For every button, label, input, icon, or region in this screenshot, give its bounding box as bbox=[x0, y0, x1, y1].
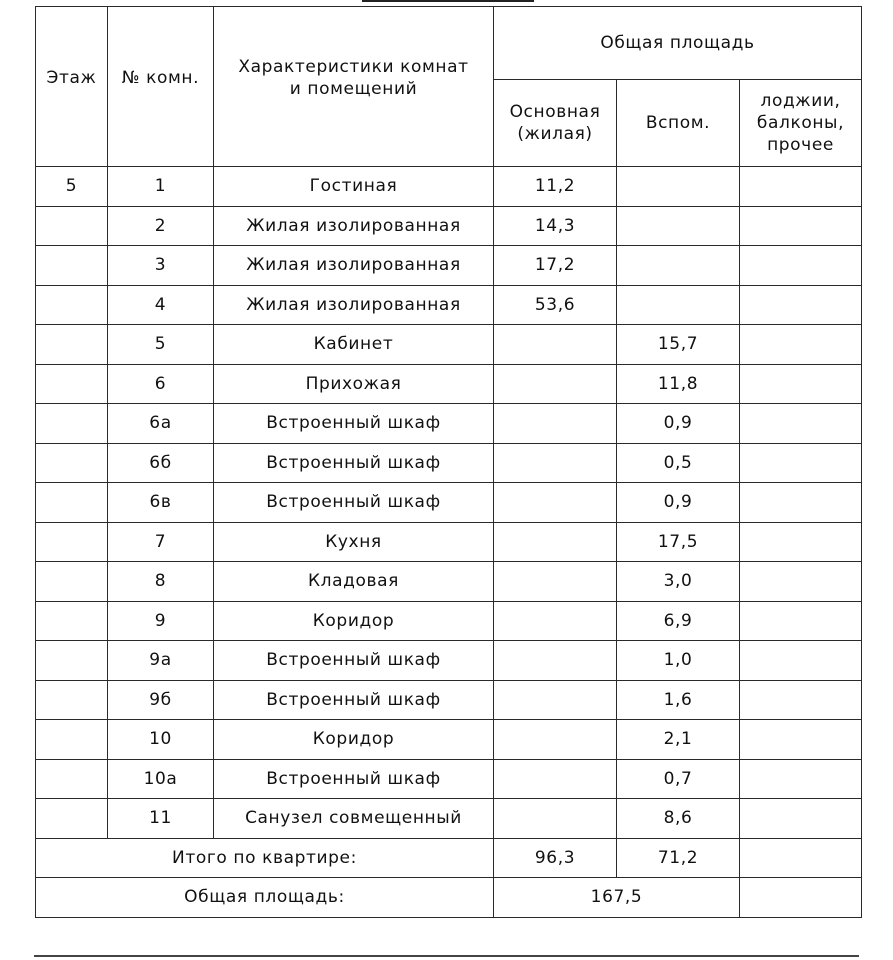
cell-floor bbox=[36, 799, 108, 839]
cell-room-name: Жилая изолированная bbox=[214, 285, 494, 325]
cell-room-number: 2 bbox=[108, 206, 214, 246]
cell-other-area bbox=[740, 799, 862, 839]
cell-room-name: Встроенный шкаф bbox=[214, 641, 494, 681]
table-row bbox=[36, 364, 862, 404]
cell-floor bbox=[36, 364, 108, 404]
cell-room-name: Встроенный шкаф bbox=[214, 759, 494, 799]
cell-room-number: 5 bbox=[108, 325, 214, 365]
cell-aux-area bbox=[617, 246, 740, 286]
header-other-area: лоджии, балконы, прочее bbox=[740, 80, 862, 167]
cell-other-area bbox=[740, 404, 862, 444]
table-row bbox=[36, 680, 862, 720]
cell-aux-area: 0,9 bbox=[617, 404, 740, 444]
cell-other-area bbox=[740, 720, 862, 760]
cell-aux-area: 11,8 bbox=[617, 364, 740, 404]
cell-main-area bbox=[494, 443, 617, 483]
cell-floor bbox=[36, 562, 108, 602]
total-area-other bbox=[740, 878, 862, 918]
table-row bbox=[36, 325, 862, 365]
header-main-area: Основная (жилая) bbox=[494, 80, 617, 167]
table-row bbox=[36, 206, 862, 246]
cell-other-area bbox=[740, 641, 862, 681]
cell-main-area: 11,2 bbox=[494, 167, 617, 207]
cell-aux-area: 1,6 bbox=[617, 680, 740, 720]
cell-floor bbox=[36, 680, 108, 720]
cell-main-area bbox=[494, 799, 617, 839]
apartment-total-aux: 71,2 bbox=[617, 838, 740, 878]
total-area-label: Общая площадь: bbox=[36, 878, 494, 918]
apartment-total-other bbox=[740, 838, 862, 878]
cell-aux-area: 8,6 bbox=[617, 799, 740, 839]
cell-aux-area: 17,5 bbox=[617, 522, 740, 562]
cell-floor bbox=[36, 285, 108, 325]
cell-room-name: Встроенный шкаф bbox=[214, 404, 494, 444]
cell-room-name: Кладовая bbox=[214, 562, 494, 602]
cell-room-number: 11 bbox=[108, 799, 214, 839]
cell-room-name: Санузел совмещенный bbox=[214, 799, 494, 839]
cell-other-area bbox=[740, 443, 862, 483]
cell-room-name: Встроенный шкаф bbox=[214, 680, 494, 720]
header-aux-area: Вспом. bbox=[617, 80, 740, 167]
cell-aux-area: 6,9 bbox=[617, 601, 740, 641]
table-row bbox=[36, 601, 862, 641]
cell-other-area bbox=[740, 759, 862, 799]
cell-floor bbox=[36, 206, 108, 246]
table-row bbox=[36, 759, 862, 799]
cell-other-area bbox=[740, 562, 862, 602]
cell-aux-area bbox=[617, 285, 740, 325]
cell-room-name: Гостиная bbox=[214, 167, 494, 207]
table-body bbox=[36, 167, 862, 839]
cell-aux-area: 0,7 bbox=[617, 759, 740, 799]
header-total-area: Общая площадь bbox=[494, 7, 862, 80]
table-row bbox=[36, 522, 862, 562]
total-area-value: 167,5 bbox=[494, 878, 740, 918]
cell-main-area bbox=[494, 404, 617, 444]
cell-aux-area: 0,5 bbox=[617, 443, 740, 483]
cell-floor bbox=[36, 325, 108, 365]
cell-floor: 5 bbox=[36, 167, 108, 207]
cell-aux-area: 0,9 bbox=[617, 483, 740, 523]
cell-floor bbox=[36, 443, 108, 483]
table-row bbox=[36, 167, 862, 207]
header-room-number: № комн. bbox=[108, 7, 214, 167]
cell-room-number: 9б bbox=[108, 680, 214, 720]
cell-room-number: 10а bbox=[108, 759, 214, 799]
cell-room-number: 6б bbox=[108, 443, 214, 483]
cell-main-area: 17,2 bbox=[494, 246, 617, 286]
cell-floor bbox=[36, 246, 108, 286]
cell-other-area bbox=[740, 522, 862, 562]
table-row bbox=[36, 404, 862, 444]
cell-aux-area: 15,7 bbox=[617, 325, 740, 365]
cell-other-area bbox=[740, 680, 862, 720]
cell-room-name: Жилая изолированная bbox=[214, 246, 494, 286]
cell-room-number: 6а bbox=[108, 404, 214, 444]
bottom-rule bbox=[34, 955, 859, 957]
cell-room-name: Встроенный шкаф bbox=[214, 483, 494, 523]
cell-aux-area bbox=[617, 167, 740, 207]
cell-floor bbox=[36, 720, 108, 760]
cell-main-area bbox=[494, 641, 617, 681]
cell-room-number: 9 bbox=[108, 601, 214, 641]
cell-floor bbox=[36, 601, 108, 641]
apartment-total-label: Итого по квартире: bbox=[36, 838, 494, 878]
table-row bbox=[36, 246, 862, 286]
cell-main-area bbox=[494, 720, 617, 760]
cell-aux-area bbox=[617, 206, 740, 246]
table-row bbox=[36, 641, 862, 681]
cell-room-number: 3 bbox=[108, 246, 214, 286]
cell-other-area bbox=[740, 246, 862, 286]
cell-room-number: 6 bbox=[108, 364, 214, 404]
cell-main-area: 14,3 bbox=[494, 206, 617, 246]
apartment-total-main: 96,3 bbox=[494, 838, 617, 878]
cell-main-area bbox=[494, 759, 617, 799]
cell-other-area bbox=[740, 364, 862, 404]
cell-main-area bbox=[494, 601, 617, 641]
cell-room-name: Коридор bbox=[214, 601, 494, 641]
header-characteristics: Характеристики комнат и помещений bbox=[214, 7, 494, 167]
cell-room-name: Кухня bbox=[214, 522, 494, 562]
cell-room-name: Кабинет bbox=[214, 325, 494, 365]
cell-other-area bbox=[740, 167, 862, 207]
cell-main-area: 53,6 bbox=[494, 285, 617, 325]
room-area-table bbox=[35, 6, 862, 918]
cell-main-area bbox=[494, 680, 617, 720]
table-row bbox=[36, 443, 862, 483]
cell-floor bbox=[36, 641, 108, 681]
cell-aux-area: 3,0 bbox=[617, 562, 740, 602]
cell-room-number: 10 bbox=[108, 720, 214, 760]
cell-main-area bbox=[494, 364, 617, 404]
cell-other-area bbox=[740, 483, 862, 523]
header-floor: Этаж bbox=[36, 7, 108, 167]
cell-room-number: 7 bbox=[108, 522, 214, 562]
cell-floor bbox=[36, 404, 108, 444]
cell-floor bbox=[36, 483, 108, 523]
table-row bbox=[36, 799, 862, 839]
cell-other-area bbox=[740, 601, 862, 641]
cell-room-number: 8 bbox=[108, 562, 214, 602]
cell-aux-area: 1,0 bbox=[617, 641, 740, 681]
cell-room-number: 9а bbox=[108, 641, 214, 681]
cell-room-name: Коридор bbox=[214, 720, 494, 760]
table-row bbox=[36, 285, 862, 325]
cell-room-number: 4 bbox=[108, 285, 214, 325]
cell-aux-area: 2,1 bbox=[617, 720, 740, 760]
table-row bbox=[36, 483, 862, 523]
cell-main-area bbox=[494, 522, 617, 562]
cell-room-number: 6в bbox=[108, 483, 214, 523]
top-rule bbox=[362, 0, 534, 2]
cell-other-area bbox=[740, 206, 862, 246]
cell-floor bbox=[36, 522, 108, 562]
cell-room-name: Жилая изолированная bbox=[214, 206, 494, 246]
cell-other-area bbox=[740, 285, 862, 325]
cell-main-area bbox=[494, 325, 617, 365]
cell-other-area bbox=[740, 325, 862, 365]
cell-room-name: Встроенный шкаф bbox=[214, 443, 494, 483]
table-row bbox=[36, 562, 862, 602]
cell-room-number: 1 bbox=[108, 167, 214, 207]
cell-main-area bbox=[494, 483, 617, 523]
cell-floor bbox=[36, 759, 108, 799]
table-row bbox=[36, 720, 862, 760]
cell-room-name: Прихожая bbox=[214, 364, 494, 404]
cell-main-area bbox=[494, 562, 617, 602]
